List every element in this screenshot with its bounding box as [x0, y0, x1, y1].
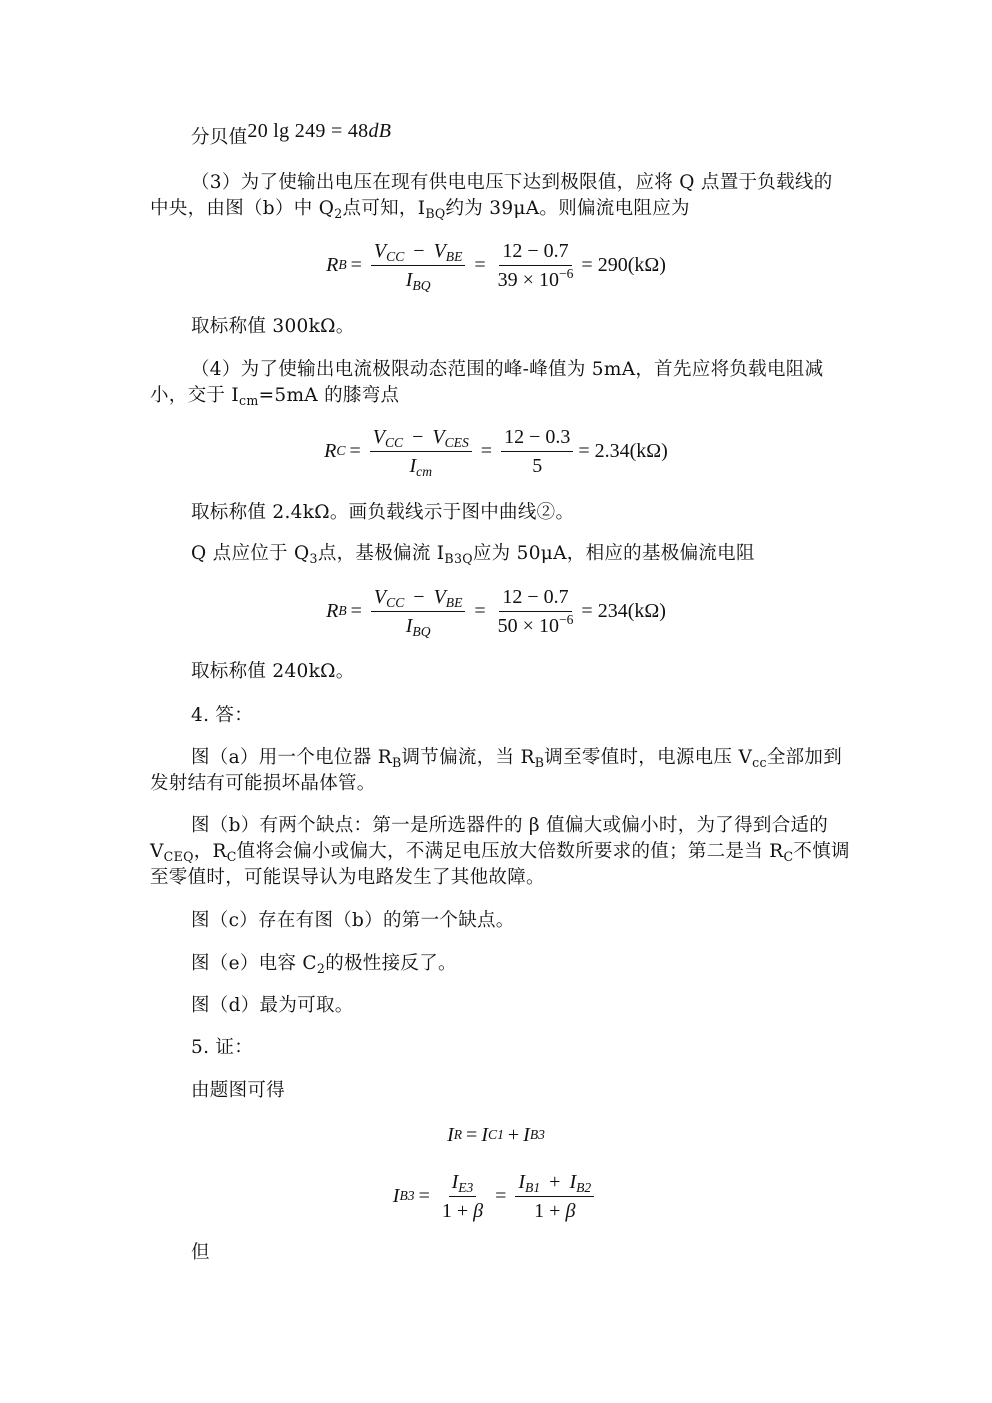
decibel-prefix: 分贝值: [191, 127, 248, 148]
paragraph-4: （4）为了使输出电流极限动态范围的峰-峰值为 5mA，首先应将负载电阻减小，交于 $I_{cm}=5mA$ 的膝弯点: [150, 359, 824, 408]
figure-e-paragraph: 图（e）电容 $C_2$的极性接反了。: [191, 953, 457, 976]
nominal-value-1: 取标称值 300kΩ。: [191, 316, 355, 337]
equation-ir: I R = I C1 + I B3: [447, 1123, 545, 1146]
but-line: 但: [191, 1242, 210, 1263]
answer-4-heading: 4. 答：: [191, 705, 254, 726]
equation-ib3: I B3 = $\frac{I_{E3}}{1 + \beta}$ = $\frac{I_{B1} + I_{B2}}{1 + \beta}$: [0, 1166, 992, 1226]
nominal-value-2: 取标称值 2.4kΩ。画负载线示于图中曲线②。: [191, 502, 575, 523]
equation-rb-2: R B = $\frac{V_{CC} - V_{BE}}{I_{BQ}}$ = $\frac{12 - 0.7}{50 \times 10^{-6}}$ = 234(kΩ): [326, 585, 666, 639]
equation-rb-2-result: = 234(kΩ): [581, 599, 666, 622]
figure-c-paragraph: 图（c）存在有图（b）的第一个缺点。: [191, 910, 515, 931]
paragraph-3: （3）为了使输出电压在现有供电电压下达到极限值，应将 Q 点置于负载线的中央，由图（b）中 $Q_2$点可知，$I_{BQ}$约为 39μA。则偏流电阻应为: [150, 172, 833, 221]
decibel-line: [191, 120, 891, 151]
equation-rb-1-result: = 290(kΩ): [581, 253, 666, 276]
figure-d-paragraph: 图（d）最为可取。: [191, 995, 354, 1016]
equation-rb-1: R B = $\frac{V_{CC} - V_{BE}}{I_{BQ}}$ = $\frac{12 - 0.7}{39 \times 10^{-6}}$ = 290(kΩ): [326, 239, 666, 293]
equation-rc: R C = $\frac{V_{CC} - V_{CES}}{I_{cm}}$ = $\frac{12 - 0.3}{5}$ = 2.34(kΩ): [324, 425, 668, 479]
decibel-expression: 20 lg 249 = 48dB: [247, 120, 392, 142]
equation-rc-result: = 2.34(kΩ): [578, 439, 668, 462]
figure-a-paragraph: 图（a）用一个电位器 $R_B$调节偏流，当 $R_B$调至零值时，电源电压 $V_{cc}$全部加到发射结有可能损坏晶体管。: [150, 747, 843, 794]
figure-b-paragraph: 图（b）有两个缺点：第一是所选器件的 β 值偏大或偏小时，为了得到合适的 $V_{CEQ}$，$R_C$值将会偏小或偏大，不满足电压放大倍数所要求的值；第二是当 $R_C$不慎调至零值时，可能误导认为电路发生了其他故障。: [150, 815, 850, 888]
answer-5-heading: 5. 证：: [191, 1037, 254, 1058]
nominal-value-3: 取标称值 240kΩ。: [191, 661, 355, 682]
q3-line: Q 点应位于 $Q_3$点，基极偏流 $I_{B3Q}$应为 50μA，相应的基极偏流电阻: [191, 543, 755, 566]
derive-line: 由题图可得: [191, 1080, 286, 1101]
